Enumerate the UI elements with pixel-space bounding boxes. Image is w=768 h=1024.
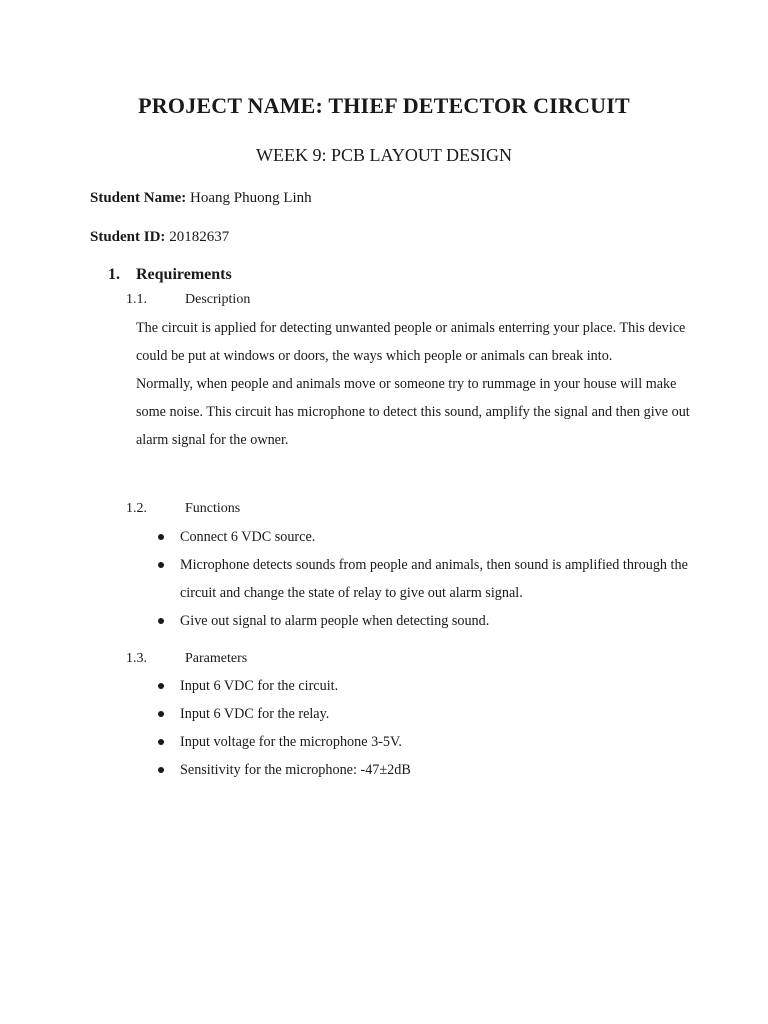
subsection-number: 1.2. <box>126 501 147 516</box>
student-id-label: Student ID: <box>90 229 166 245</box>
bullet-icon <box>158 711 164 717</box>
subsection-heading-parameters <box>126 651 247 667</box>
list-item: Input voltage for the microphone 3-5V. <box>156 728 696 756</box>
list-item: Microphone detects sounds from people and animals, then sound is amplified through the circuit and change the state of relay to give out alarm signal. <box>156 551 696 607</box>
description-body <box>136 314 696 454</box>
list-item: Input 6 VDC for the relay. <box>156 700 696 728</box>
project-title: PROJECT NAME: THIEF DETECTOR CIRCUIT <box>138 93 630 118</box>
description-paragraph: Normally, when people and animals move or someone try to rummage in your house will make some noise. This circuit has microphone to detect this sound, amplify the signal and then give out alarm signal for the owner. <box>136 376 690 448</box>
subsection-title: Description <box>185 292 251 307</box>
bullet-icon <box>158 618 164 624</box>
list-item: Connect 6 VDC source. <box>156 523 696 551</box>
subsection-heading-functions <box>126 501 240 517</box>
week-subtitle: WEEK 9: PCB LAYOUT DESIGN <box>255 145 512 165</box>
list-item: Give out signal to alarm people when detecting sound. <box>156 607 696 635</box>
subsection-title: Parameters <box>185 651 248 666</box>
bullet-icon <box>158 767 164 773</box>
list-item: Input 6 VDC for the circuit. <box>156 672 696 700</box>
bullet-icon <box>158 534 164 540</box>
student-name-label: Student Name: <box>90 190 187 206</box>
subsection-title: Functions <box>185 501 241 516</box>
functions-list <box>156 523 696 635</box>
bullet-icon <box>158 739 164 745</box>
section-number: 1. <box>108 266 120 283</box>
student-id-field <box>90 229 229 246</box>
subsection-number: 1.1. <box>126 292 147 307</box>
list-item: Sensitivity for the microphone: -47±2dB <box>156 756 696 784</box>
bullet-icon <box>158 562 164 568</box>
parameters-list <box>156 672 696 784</box>
subsection-number: 1.3. <box>126 651 147 666</box>
section-title: Requirements <box>136 266 232 283</box>
description-paragraph: The circuit is applied for detecting unwanted people or animals enterring your place. This device could be put at windows or doors, the ways which people or animals can break into. <box>136 320 686 364</box>
student-name-field <box>90 190 312 207</box>
section-heading-requirements <box>108 266 232 284</box>
bullet-icon <box>158 683 164 689</box>
student-id-value: 20182637 <box>169 229 230 245</box>
student-name-value: Hoang Phuong Linh <box>190 190 312 206</box>
subsection-heading-description <box>126 292 250 308</box>
